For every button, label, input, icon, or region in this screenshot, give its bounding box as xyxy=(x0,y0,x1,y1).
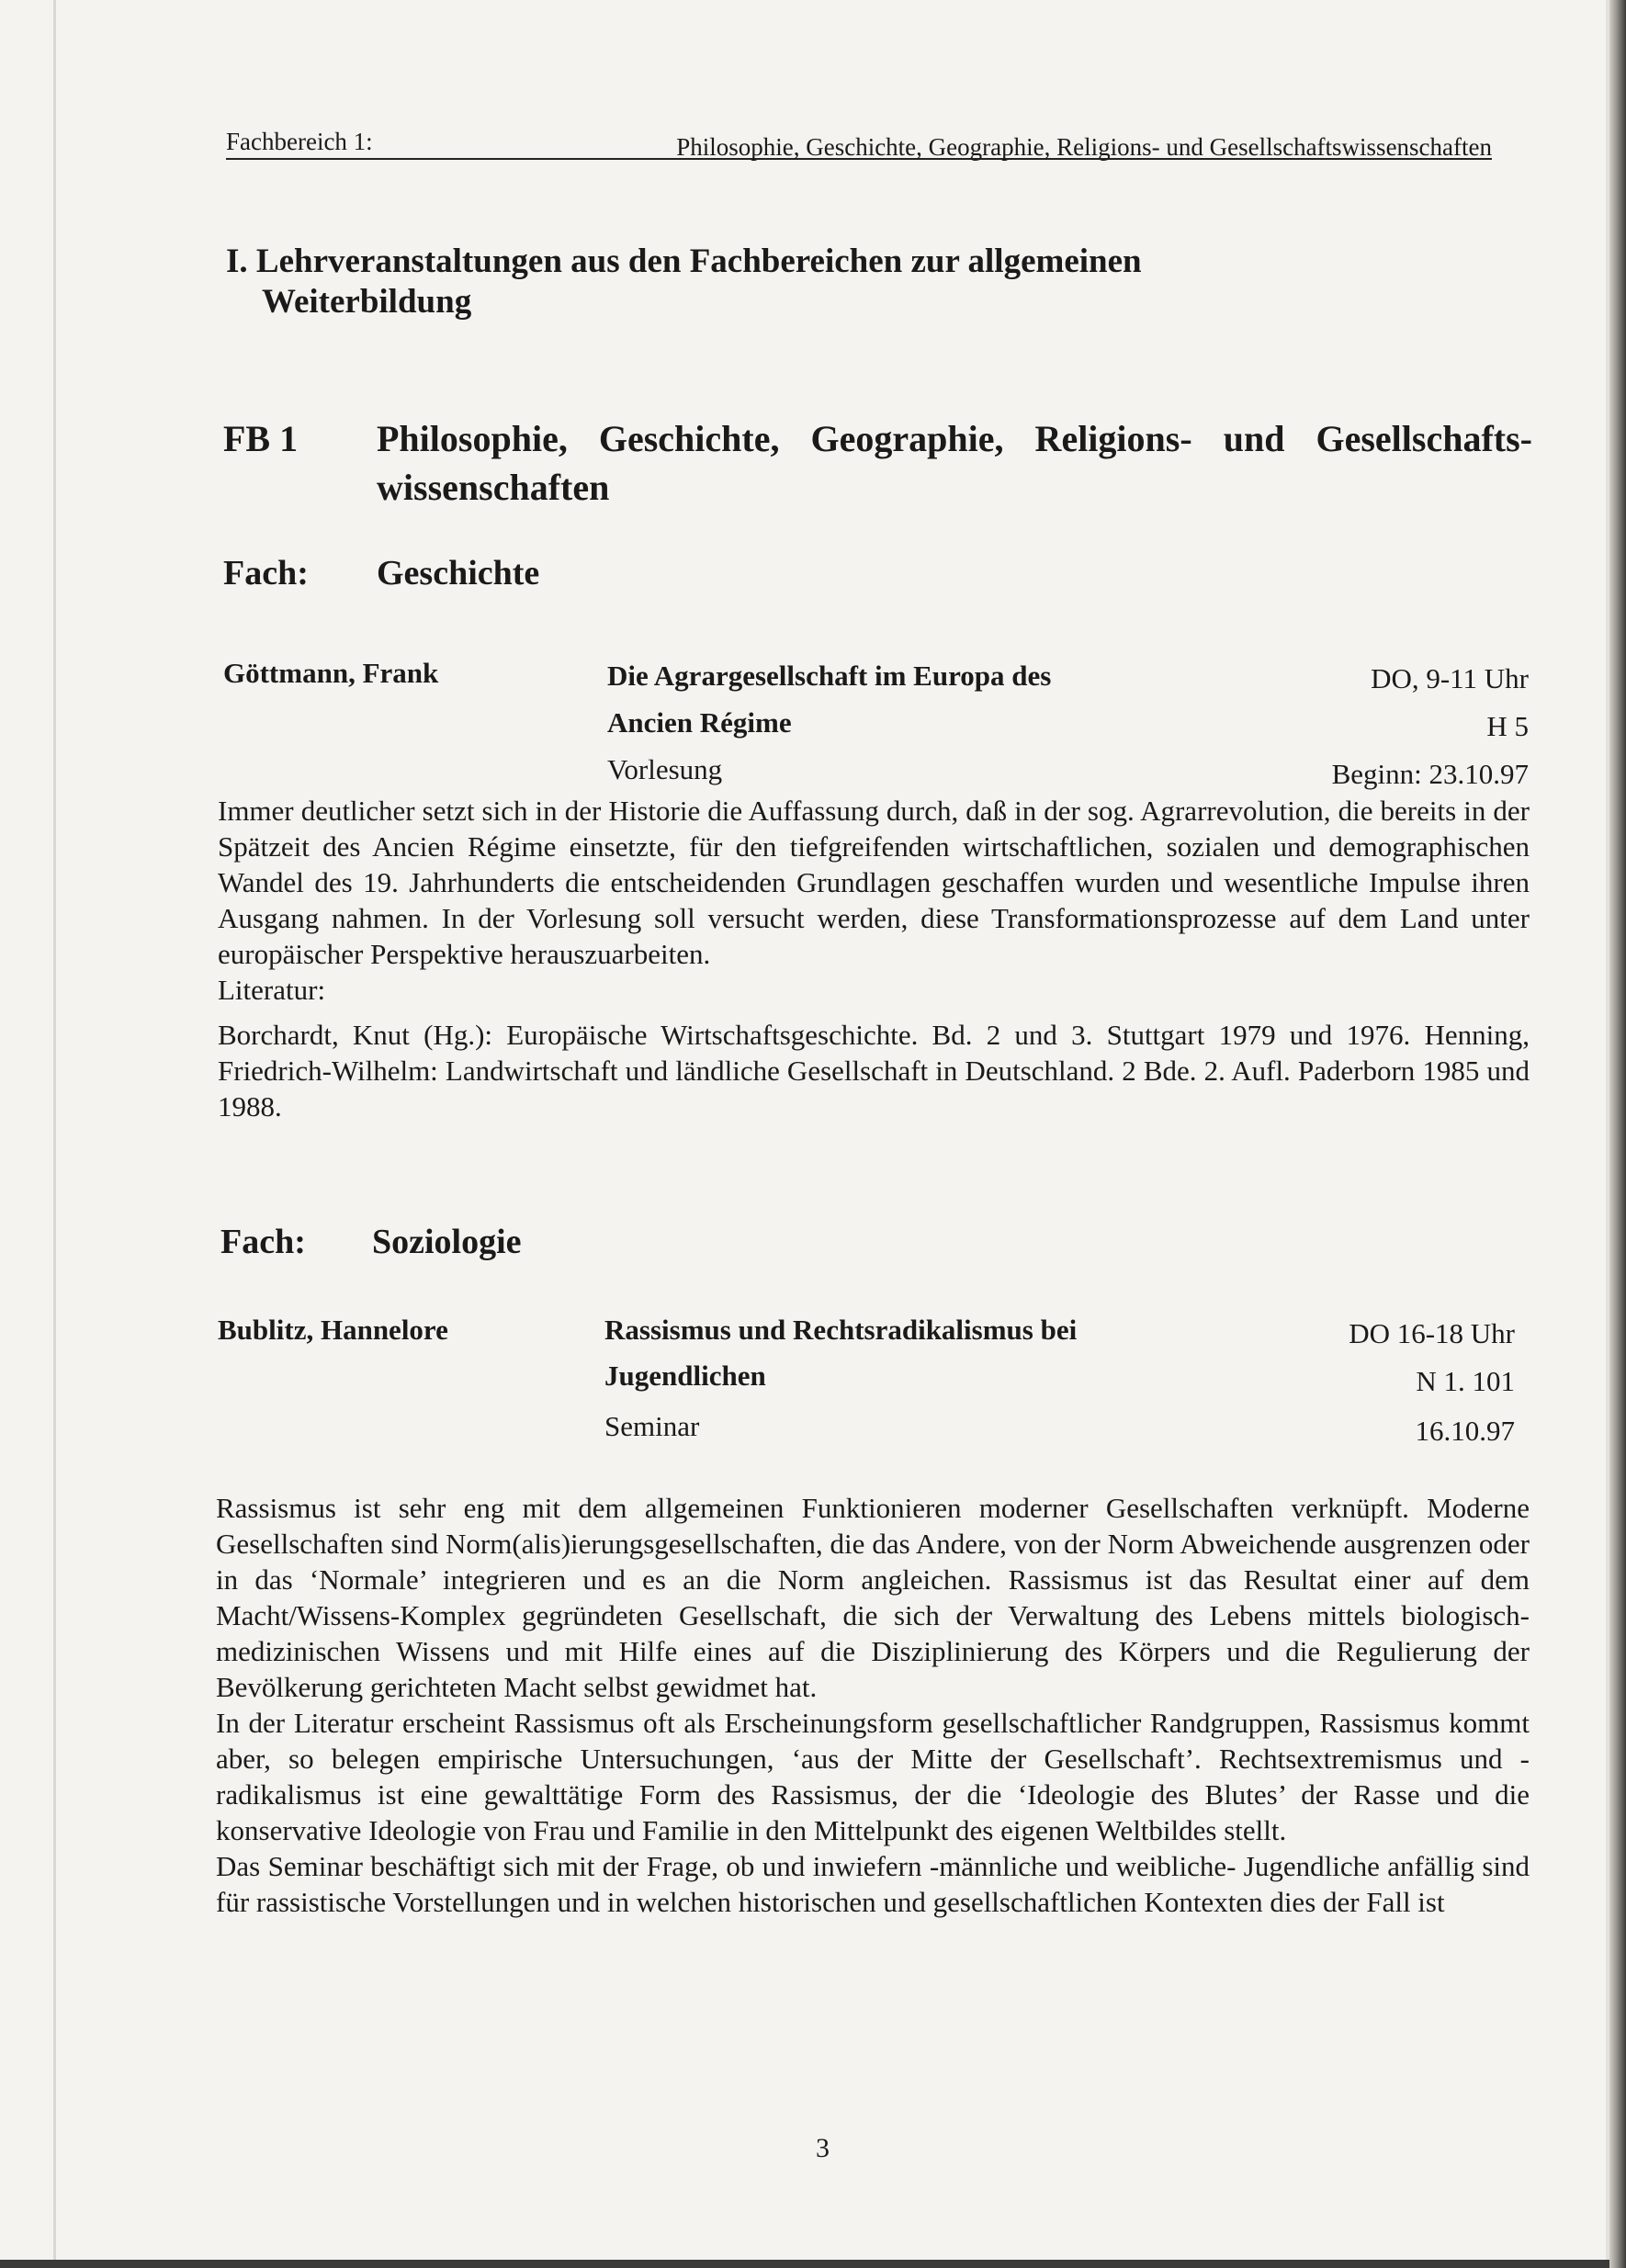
literature-text: Borchardt, Knut (Hg.): Europäische Wirtschaftsgeschichte. Bd. 2 und 3. Stuttgart 1979 und 1976. Henning, Friedrich-Wilhelm: Landwirtschaft und ländliche Gesellschaft in Deutschland. 2 Bde. 2. Aufl. Paderborn 1985 und 1988. xyxy=(218,1019,1530,1123)
course-type: Seminar xyxy=(604,1410,700,1442)
header-faculty-title: Philosophie, Geschichte, Geographie, Religions- und Gesellschaftswissenschaften xyxy=(676,133,1492,161)
section-title-line1: I. Lehrveranstaltungen aus den Fachbereichen zur allgemeinen xyxy=(226,243,1142,280)
fach-label: Fach: xyxy=(220,1223,306,1261)
course-room: H 5 xyxy=(1486,710,1529,742)
fb-label: FB 1 xyxy=(223,418,299,459)
literature-label: Literatur: xyxy=(218,974,326,1006)
description-paragraph: Das Seminar beschäftigt sich mit der Frage, ob und inwiefern -männliche und weibliche- Jugendliche anfällig sind für rassistische Vorstellungen und in welchen historischen und gesellschaftlichen Kontexten dies der Fall ist xyxy=(216,1850,1530,1918)
description-paragraph: In der Literatur erscheint Rassismus oft als Erscheinungsform gesellschaftlicher Randgruppen, Rassismus kommt aber, so belegen empirische Untersuchungen, ‘aus der Mitte der Gesellschaft’. Rechtsextremismus und -radikalismus ist eine gewalttätige Form des Rassismus, der die ‘Ideologie des Blutes’ der Rasse und die konservative Ideologie von Frau und Familie in den Mittelpunkt des eigenen Weltbildes stellt. xyxy=(216,1707,1530,1846)
description-paragraph: Immer deutlicher setzt sich in der Historie die Auffassung durch, daß in der sog. Agrarrevolution, die bereits in der Spätzeit des Ancien Régime einsetzte, für den tiefgreifenden wirtschaftlichen, sozialen und demographischen Wandel des 19. Jahrhunderts die entscheidenden Grundlagen geschaffen wurden und wesentliche Impulse ihren Ausgang nahmen. In der Vorlesung soll versucht werden, diese Transformationsprozesse auf dem Land unter europäischer Perspektive herauszuarbeiten. xyxy=(218,795,1530,970)
course-title-line1: Rassismus und Rechtsradikalismus bei xyxy=(604,1314,1078,1346)
fach-label: Fach: xyxy=(223,554,309,592)
course-lecturer: Göttmann, Frank xyxy=(223,657,439,689)
course-title-line1: Die Agrargesellschaft im Europa des xyxy=(607,660,1052,692)
fach-name: Soziologie xyxy=(372,1223,522,1261)
course-description xyxy=(216,1490,1530,1920)
course-start: 16.10.97 xyxy=(1415,1415,1515,1447)
course-time: DO, 9-11 Uhr xyxy=(1371,662,1529,694)
course-time: DO 16-18 Uhr xyxy=(1349,1317,1515,1349)
course-type: Vorlesung xyxy=(607,753,723,785)
page-number: 3 xyxy=(816,2133,830,2163)
description-paragraph: Rassismus ist sehr eng mit dem allgemeinen Funktionieren moderner Gesellschaften verknüpft. Moderne Gesellschaften sind Norm(alis)ierungsgesellschaften, die das Andere, von der Norm Abweichende ausgrenzen oder in das ‘Normale’ integrieren und es an die Norm angleichen. Rassismus ist das Resultat einer auf dem Macht/Wissens-Komplex gegründeten Gesellschaft, die sich der Verwaltung des Lebens mittels biologisch-medizinischen Wissens und mit Hilfe eines auf die Disziplinierung des Körpers und die Regulierung der Bevölkerung gerichteten Macht selbst gewidmet hat. xyxy=(216,1492,1530,1703)
page-edge xyxy=(1609,0,1626,2268)
course-description xyxy=(218,793,1530,1124)
course-room: N 1. 101 xyxy=(1416,1365,1515,1397)
header-department: Fachbereich 1: xyxy=(226,128,373,155)
course-start: Beginn: 23.10.97 xyxy=(1331,758,1529,790)
fb-title-line1: Philosophie, Geschichte, Geographie, Religions- und Gesellschafts- xyxy=(377,418,1532,459)
course-title-line2: Jugendlichen xyxy=(604,1360,766,1392)
course-title-line2: Ancien Régime xyxy=(607,706,792,739)
fb-title-line2: wissenschaften xyxy=(377,467,610,508)
fach-name: Geschichte xyxy=(377,554,540,592)
course-lecturer: Bublitz, Hannelore xyxy=(218,1314,448,1346)
section-title-line2: Weiterbildung xyxy=(262,283,472,321)
running-header xyxy=(226,121,1492,160)
binding-gutter xyxy=(53,0,56,2260)
